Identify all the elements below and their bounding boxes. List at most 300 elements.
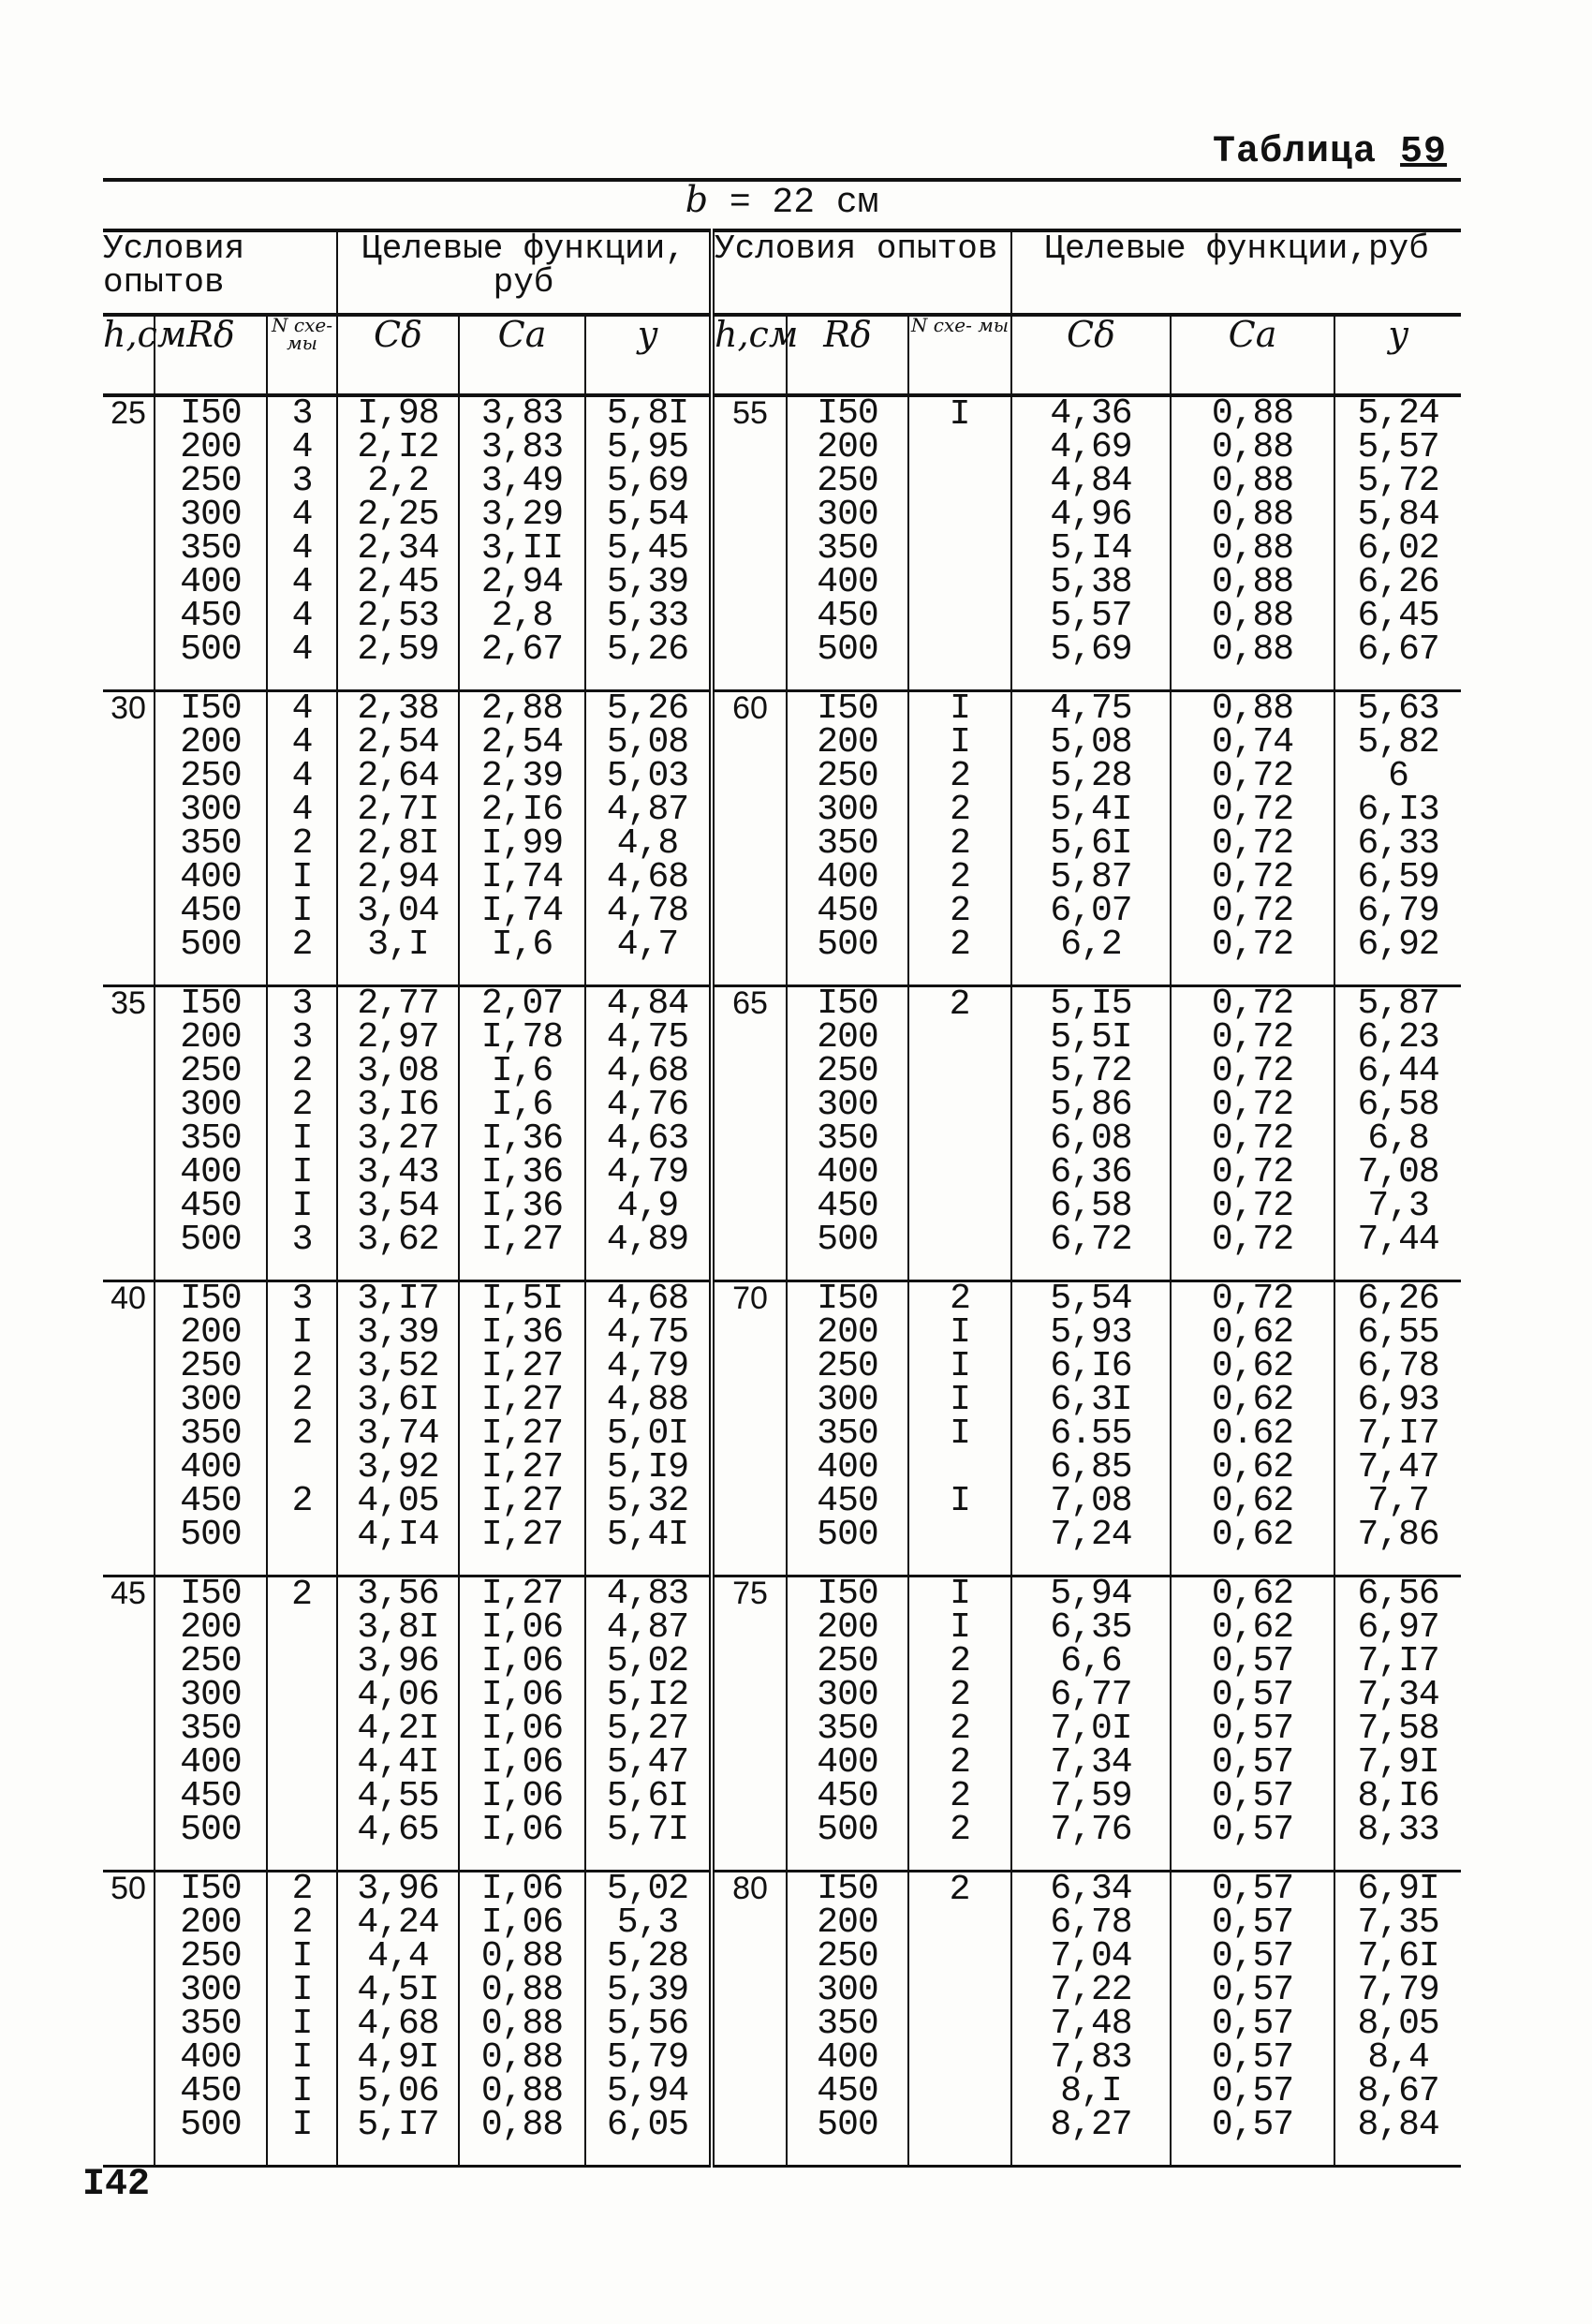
scheme-right-value: 2 (950, 1776, 970, 1816)
y-left-value: 5,26 (606, 688, 689, 729)
r-left-value: 200 (180, 427, 242, 467)
scheme-right-value: 2 (950, 925, 970, 965)
y-left-value: 5,45 (606, 528, 689, 569)
ca-left-value: 0,88 (480, 2105, 564, 2145)
y-left-value: 4,88 (606, 1380, 689, 1420)
ca-right-value: 0,72 (1211, 1118, 1294, 1159)
y-right-value: 5,63 (1357, 688, 1439, 729)
cb-right-column (1012, 688, 1170, 965)
scheme-left-single: 2 (267, 1576, 337, 1872)
scheme-left-value: I (291, 1186, 313, 1226)
ca-right-value: 0,57 (1211, 1936, 1294, 1976)
scheme-left-value: 2 (291, 1051, 313, 1091)
table-row (103, 1576, 1461, 1872)
ca-right-column (1172, 1279, 1334, 1555)
scheme-left-column (268, 1869, 336, 2145)
scheme-left-value: 2 (291, 925, 313, 965)
y-left-column (586, 1574, 709, 1850)
y-left-column (586, 1279, 709, 1555)
cb-left-column (338, 1279, 458, 1555)
cb-left-column (338, 1869, 458, 2145)
y-right-value: 6,79 (1357, 891, 1439, 931)
r-left-value: 200 (180, 1902, 242, 1943)
r-left-value: 500 (180, 1810, 242, 1850)
cb-right-value: 6,6 (1060, 1641, 1122, 1681)
scheme-left-column (268, 984, 336, 1260)
y-left-column (586, 984, 709, 1260)
cb-right-value: 6,35 (1050, 1607, 1132, 1648)
width-symbol: b (685, 179, 709, 220)
y-right-value: 7,34 (1357, 1675, 1439, 1715)
r-left-value: 250 (180, 1936, 242, 1976)
ca-left-value: I,27 (480, 1481, 564, 1521)
ca-left-value: I,06 (480, 1902, 564, 1943)
ca-right-value: 0,88 (1211, 688, 1294, 729)
y-left-value: 5,I2 (606, 1675, 689, 1715)
r-right-value: I50 (817, 984, 878, 1024)
r-right-column (788, 393, 907, 670)
cb-left-value: 3,74 (357, 1414, 439, 1454)
ca-right-value: 0,57 (1211, 1869, 1294, 1909)
cb-right-value: 7,24 (1050, 1515, 1132, 1555)
y-right-value: 6,56 (1357, 1574, 1439, 1614)
y-left-value: 4,68 (606, 1051, 689, 1091)
ca-left-value: 0,88 (480, 1936, 564, 1976)
ca-right-value: 0,62 (1211, 1447, 1294, 1488)
group-header-row (103, 230, 1461, 315)
scheme-left-value: 3 (291, 461, 313, 501)
table-caption-number: 59 (1400, 131, 1448, 173)
scheme-right-value: 2 (950, 1675, 970, 1715)
cb-right-value: 7,04 (1050, 1936, 1132, 1976)
cb-left-value: 3,39 (357, 1312, 439, 1353)
scheme-left-value: I (291, 2105, 313, 2145)
cb-left-value: 2,8I (357, 823, 439, 864)
cb-left-value: 3,92 (357, 1447, 439, 1488)
cb-right-column (1012, 984, 1170, 1260)
cb-right-value: 5,54 (1050, 1279, 1132, 1319)
ca-left-column (460, 984, 584, 1260)
r-right-column (788, 1869, 907, 2145)
r-right-value: 400 (817, 1447, 878, 1488)
r-right-value: 200 (817, 1607, 878, 1648)
ca-right-value: 0,57 (1211, 1902, 1294, 1943)
y-left-value: 5,03 (606, 756, 689, 796)
y-right-value: 5,57 (1357, 427, 1439, 467)
ca-left-value: I,78 (480, 1017, 564, 1058)
scheme-left-value: 2 (291, 1085, 313, 1125)
y-right-value: 8,67 (1357, 2071, 1439, 2111)
y-left-value: 5,69 (606, 461, 689, 501)
r-right-column (788, 1574, 907, 1850)
cb-right-value: 5,87 (1050, 857, 1132, 897)
cb-right-value: 8,27 (1050, 2105, 1132, 2145)
y-right-value: 6,92 (1357, 925, 1439, 965)
cb-left-value: 2,2 (367, 461, 429, 501)
ca-right-value: 0,62 (1211, 1312, 1294, 1353)
y-left-value: 5,95 (606, 427, 689, 467)
ca-left-value: I,5I (480, 1279, 564, 1319)
cb-left-value: 3,52 (357, 1346, 439, 1386)
y-left-value: 5,27 (606, 1709, 689, 1749)
y-left-value: 5,0I (606, 1414, 689, 1454)
y-left-value: 4,9 (616, 1186, 679, 1226)
r-right-value: 300 (817, 1085, 878, 1125)
ca-right-value: 0,57 (1211, 1709, 1294, 1749)
ca-left-value: I,06 (480, 1641, 564, 1681)
ca-left-value: I,36 (480, 1312, 564, 1353)
r-left-column (155, 1279, 266, 1555)
scheme-left-value: 4 (291, 528, 313, 569)
r-right-value: 200 (817, 1902, 878, 1943)
y-left-value: 5,02 (606, 1869, 689, 1909)
r-left-value: 400 (180, 1742, 242, 1783)
cb-right-column (1012, 1869, 1170, 2145)
r-left-value: 400 (180, 857, 242, 897)
y-right-column (1335, 1279, 1461, 1555)
r-left-value: 350 (180, 1414, 242, 1454)
r-left-value: 300 (180, 790, 242, 830)
ca-right-value: 0,72 (1211, 1186, 1294, 1226)
scheme-header-left: N схе- мы (267, 315, 337, 395)
ca-left-value: I,6 (491, 1051, 553, 1091)
y-left-column (586, 1869, 709, 2145)
cb-right-value: 6,07 (1050, 891, 1132, 931)
r-right-value: 200 (817, 1312, 878, 1353)
y-right-value: 6,97 (1357, 1607, 1439, 1648)
cb-left-value: 2,34 (357, 528, 439, 569)
scheme-right-value: 2 (950, 823, 970, 864)
h-value-right: 75 (712, 1576, 787, 1872)
ca-left-value: I,27 (480, 1574, 564, 1614)
y-left-value: 5,02 (606, 1641, 689, 1681)
ca-right-value: 0,88 (1211, 393, 1294, 434)
r-right-value: 400 (817, 857, 878, 897)
scheme-left-value: I (291, 2071, 313, 2111)
y-right-value: 6,59 (1357, 857, 1439, 897)
ca-header-left: Ca (459, 315, 585, 395)
y-right-value: 5,82 (1357, 722, 1439, 762)
r-right-value: 350 (817, 1414, 878, 1454)
ca-right-column (1172, 1574, 1334, 1850)
cb-left-value: 4,5I (357, 1970, 439, 2010)
scheme-right-single: 2 (908, 1872, 1011, 2167)
ca-right-value: 0,72 (1211, 925, 1294, 965)
r-right-column (788, 688, 907, 965)
scheme-right-value: I (950, 1346, 970, 1386)
scheme-left-value: 2 (291, 1481, 313, 1521)
ca-left-value: I,06 (480, 1742, 564, 1783)
scheme-header-right: N схе- мы (908, 315, 1011, 395)
ca-left-value: 2,88 (480, 688, 564, 729)
ca-left-value: I,06 (480, 1607, 564, 1648)
cb-right-value: 5,5I (1050, 1017, 1132, 1058)
y-right-value: 6,44 (1357, 1051, 1439, 1091)
y-header-right: y (1334, 315, 1461, 395)
sub-header-row (103, 315, 1461, 395)
y-right-value: 6,58 (1357, 1085, 1439, 1125)
y-left-value: 4,68 (606, 857, 689, 897)
ca-left-value: I,06 (480, 1675, 564, 1715)
cb-right-value: 5,38 (1050, 562, 1132, 602)
cb-left-value: 3,27 (357, 1118, 439, 1159)
ca-right-value: 0,72 (1211, 823, 1294, 864)
scheme-right-value: 2 (950, 1810, 970, 1850)
ca-left-value: 0,88 (480, 2004, 564, 2044)
cb-right-value: 7,0I (1050, 1709, 1132, 1749)
width-value: = 22 см (729, 183, 879, 223)
cb-header-left: Cδ (337, 315, 459, 395)
scheme-right-value: I (950, 1574, 970, 1614)
y-right-value: 6,23 (1357, 1017, 1439, 1058)
h-value-left: 40 (103, 1281, 155, 1576)
r-left-value: 250 (180, 1641, 242, 1681)
h-value-left: 35 (103, 986, 155, 1281)
scheme-right-value: 2 (950, 857, 970, 897)
cb-right-value: 5,94 (1050, 1574, 1132, 1614)
r-left-value: 300 (180, 495, 242, 535)
ca-left-value: I,27 (480, 1414, 564, 1454)
cb-left-column (338, 688, 458, 965)
ca-right-value: 0,88 (1211, 596, 1294, 636)
r-left-value: I50 (180, 984, 242, 1024)
cb-header-right: Cδ (1011, 315, 1171, 395)
y-left-value: 5,4I (606, 1515, 689, 1555)
y-left-value: 4,75 (606, 1017, 689, 1058)
y-right-value: 7,35 (1357, 1902, 1439, 1943)
ca-left-value: I,06 (480, 1869, 564, 1909)
ca-left-value: I,99 (480, 823, 564, 864)
scheme-left-value: I (291, 1312, 313, 1353)
ca-right-value: 0,57 (1211, 1641, 1294, 1681)
y-right-value: 8,84 (1357, 2105, 1439, 2145)
cb-left-value: 3,08 (357, 1051, 439, 1091)
y-right-value: 5,24 (1357, 393, 1439, 434)
r-left-value: 400 (180, 562, 242, 602)
cb-left-value: 3,6I (357, 1380, 439, 1420)
y-right-value: 6,02 (1357, 528, 1439, 569)
cb-left-value: 4,24 (357, 1902, 439, 1943)
y-left-value: 5,7I (606, 1810, 689, 1850)
y-left-value: 4,83 (606, 1574, 689, 1614)
y-header-left: y (585, 315, 712, 395)
h-header-left: h,см (103, 315, 155, 395)
r-header-right: Rδ (787, 315, 908, 395)
table-row (103, 691, 1461, 986)
y-right-column (1335, 984, 1461, 1260)
cb-right-value: 7,08 (1050, 1481, 1132, 1521)
ca-left-value: 0,88 (480, 1970, 564, 2010)
y-right-value: 7,9I (1357, 1742, 1439, 1783)
ca-left-value: I,06 (480, 1709, 564, 1749)
ca-right-value: 0,57 (1211, 2071, 1294, 2111)
r-right-value: 250 (817, 1346, 878, 1386)
ca-left-column (460, 1869, 584, 2145)
y-left-value: 4,87 (606, 1607, 689, 1648)
y-left-value: 5,I9 (606, 1447, 689, 1488)
ca-right-column (1172, 393, 1334, 670)
cb-right-value: 4,36 (1050, 393, 1132, 434)
scheme-left-value: 4 (291, 722, 313, 762)
ca-right-value: 0,57 (1211, 2037, 1294, 2078)
r-left-value: 250 (180, 1051, 242, 1091)
ca-left-column (460, 1279, 584, 1555)
ca-right-value: 0,74 (1211, 722, 1294, 762)
y-right-value: 6 (1388, 756, 1408, 796)
h-value-right: 60 (712, 691, 787, 986)
r-right-value: 500 (817, 925, 878, 965)
y-left-column (586, 688, 709, 965)
y-right-value: 7,6I (1357, 1936, 1439, 1976)
scheme-left-value: 3 (291, 1017, 313, 1058)
y-left-value: 5,08 (606, 722, 689, 762)
page-number: I42 (82, 2164, 151, 2206)
y-left-value: 4,63 (606, 1118, 689, 1159)
r-left-value: I50 (180, 1279, 242, 1319)
r-right-column (788, 1279, 907, 1555)
scheme-left-column (268, 688, 336, 965)
r-left-value: 250 (180, 1346, 242, 1386)
width-row (103, 180, 1461, 230)
h-value-left: 30 (103, 691, 155, 986)
r-left-value: 450 (180, 1776, 242, 1816)
cb-left-value: 2,54 (357, 722, 439, 762)
r-right-value: I50 (817, 393, 878, 434)
ca-left-value: 3,II (480, 528, 564, 569)
cb-left-value: 2,45 (357, 562, 439, 602)
ca-left-value: I,36 (480, 1118, 564, 1159)
cb-left-value: 2,I2 (357, 427, 439, 467)
target-header-right: Целевые функции,руб (1011, 230, 1461, 315)
scheme-left-value: 2 (291, 1346, 313, 1386)
r-right-value: 400 (817, 2037, 878, 2078)
table-caption-label: Таблица (1213, 131, 1378, 173)
y-right-value: 8,05 (1357, 2004, 1439, 2044)
r-left-value: 350 (180, 528, 242, 569)
r-left-value: 300 (180, 1085, 242, 1125)
r-right-value: 250 (817, 756, 878, 796)
scheme-left-value: 2 (291, 1902, 313, 1943)
cb-left-value: 3,43 (357, 1152, 439, 1192)
r-right-value: 400 (817, 1152, 878, 1192)
cb-right-value: 5,08 (1050, 722, 1132, 762)
cb-right-value: 5,28 (1050, 756, 1132, 796)
scheme-left-value: I (291, 1152, 313, 1192)
ca-right-value: 0,57 (1211, 1776, 1294, 1816)
cb-right-column (1012, 1279, 1170, 1555)
scheme-left-value: I (291, 2004, 313, 2044)
scheme-right-value: I (950, 1380, 970, 1420)
cb-right-value: 5,4I (1050, 790, 1132, 830)
ca-left-value: 2,94 (480, 562, 564, 602)
r-right-value: 250 (817, 1641, 878, 1681)
cb-left-value: 4,2I (357, 1709, 439, 1749)
y-right-value: 6,I3 (1357, 790, 1439, 830)
y-left-value: 4,79 (606, 1346, 689, 1386)
scheme-left-value: 2 (291, 823, 313, 864)
r-left-value: 500 (180, 2105, 242, 2145)
scheme-left-column (268, 1279, 336, 1552)
scheme-left-value: 3 (291, 1220, 313, 1260)
r-right-column (788, 984, 907, 1260)
ca-right-value: 0,72 (1211, 790, 1294, 830)
ca-right-value: 0,62 (1211, 1515, 1294, 1555)
r-right-value: 300 (817, 790, 878, 830)
cb-right-value: 4,69 (1050, 427, 1132, 467)
y-left-value: 4,78 (606, 891, 689, 931)
cb-right-value: 6,72 (1050, 1220, 1132, 1260)
r-left-value: 500 (180, 925, 242, 965)
y-right-value: 8,I6 (1357, 1776, 1439, 1816)
scheme-left-value: 3 (291, 1279, 313, 1319)
ca-left-value: I,27 (480, 1346, 564, 1386)
y-right-column (1335, 1574, 1461, 1850)
h-value-left: 25 (103, 395, 155, 691)
cb-right-value: 5,I4 (1050, 528, 1132, 569)
ca-right-value: 0,88 (1211, 562, 1294, 602)
y-left-value: 4,7 (616, 925, 679, 965)
scheme-left-column (268, 393, 336, 670)
cb-right-value: 6,34 (1050, 1869, 1132, 1909)
y-left-value: 5,79 (606, 2037, 689, 2078)
r-header-left: Rδ (155, 315, 267, 395)
cb-left-value: 4,4I (357, 1742, 439, 1783)
scheme-right-value: I (950, 1607, 970, 1648)
cb-left-value: 3,96 (357, 1869, 439, 1909)
cb-right-value: 6,2 (1060, 925, 1122, 965)
scheme-right-column (909, 1279, 1010, 1552)
ca-right-value: 0,72 (1211, 1017, 1294, 1058)
y-left-value: 5,94 (606, 2071, 689, 2111)
ca-left-value: I,27 (480, 1515, 564, 1555)
cb-right-value: 6,3I (1050, 1380, 1132, 1420)
y-left-value: 4,76 (606, 1085, 689, 1125)
r-right-value: 300 (817, 1380, 878, 1420)
table-body (103, 395, 1461, 2167)
scheme-right-single: 2 (908, 986, 1011, 1281)
r-left-column (155, 393, 266, 670)
r-left-value: 300 (180, 1675, 242, 1715)
r-right-value: 200 (817, 722, 878, 762)
h-value-left: 50 (103, 1872, 155, 2167)
r-left-value: 350 (180, 1118, 242, 1159)
y-right-value: 6,9I (1357, 1869, 1439, 1909)
r-right-value: 500 (817, 1515, 878, 1555)
ca-left-column (460, 688, 584, 965)
scheme-right-value: 2 (950, 1742, 970, 1783)
r-right-value: I50 (817, 1869, 878, 1909)
r-left-column (155, 984, 266, 1260)
scheme-right-value: 2 (950, 790, 970, 830)
y-right-value: 7,I7 (1357, 1414, 1439, 1454)
y-right-value: 7,7 (1367, 1481, 1429, 1521)
scheme-left-value: 4 (291, 688, 313, 729)
ca-left-value: 3,49 (480, 461, 564, 501)
cb-left-value: 4,4 (367, 1936, 429, 1976)
cb-right-value: 5,57 (1050, 596, 1132, 636)
y-right-value: 7,I7 (1357, 1641, 1439, 1681)
scheme-right-value: I (950, 1414, 970, 1454)
ca-right-value: 0,62 (1211, 1574, 1294, 1614)
cb-left-value: 3,I7 (357, 1279, 439, 1319)
r-right-value: 450 (817, 891, 878, 931)
cb-left-value: 4,55 (357, 1776, 439, 1816)
table-row (103, 1872, 1461, 2167)
ca-right-value: 0,57 (1211, 1742, 1294, 1783)
ca-right-value: 0,72 (1211, 891, 1294, 931)
cb-right-column (1012, 393, 1170, 670)
y-right-value: 7,47 (1357, 1447, 1439, 1488)
